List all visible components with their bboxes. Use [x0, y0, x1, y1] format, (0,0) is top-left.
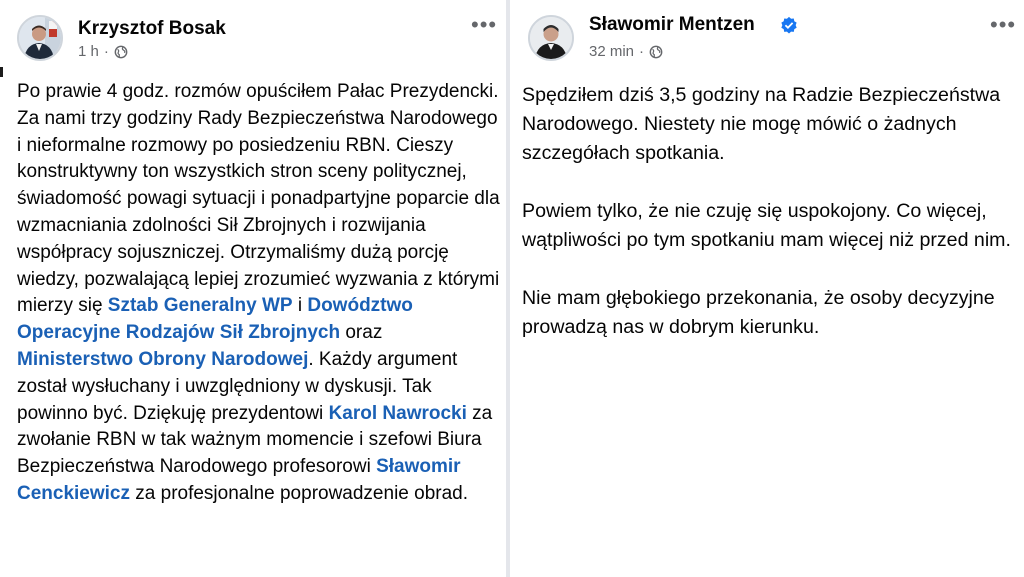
text-segment: i	[292, 295, 308, 317]
more-options-icon[interactable]: •••	[471, 12, 498, 37]
post-time[interactable]: 32 min	[589, 43, 635, 60]
post-paragraph: Powiem tylko, że nie czuję się uspokojony. Co więcej, wątpliwości po tym spotkaniu mam więcej niż przed nim.	[522, 200, 1011, 251]
post-time[interactable]: 1 h	[78, 43, 99, 60]
post-text	[522, 81, 1022, 371]
text-segment: Po prawie 4 godz. rozmów opuściłem Pałac Prezydencki. Za nami trzy godziny Rady Bezpieczeństwa Narodowego i nieformalne rozmowy po posiedzeniu RBN. Cieszy konstruktywny ton wszystkich stron sceny politycznej, świadomość powagi sytuacji i ponadpartyjne poparcie dla wzmacniania zdolności Sił Zbrojnych i rozwijania współpracy sojuszniczej. Otrzymaliśmy dużą porcję wiedzy, pozwalającą lepiej zrozumieć wyzwania z którymi mierzy się	[17, 81, 500, 317]
avatar[interactable]	[528, 15, 574, 61]
tag-link[interactable]: Ministerstwo Obrony Narodowej	[17, 348, 309, 370]
tag-link[interactable]: Karol Nawrocki	[328, 402, 467, 424]
tag-link[interactable]: Sławomir Cenckiewicz	[17, 456, 461, 504]
text-segment: . Każdy argument został wysłuchany i uwzględniony w dyskusji. Tak powinno być. Dziękuję prezydentowi	[17, 348, 458, 424]
verified-icon	[780, 16, 798, 34]
post-meta	[589, 43, 663, 60]
post-text	[17, 79, 502, 508]
text-segment: za profesjonalne poprowadzenie obrad.	[130, 482, 469, 504]
more-options-icon[interactable]: •••	[990, 12, 1017, 37]
post-meta	[78, 43, 128, 60]
post-krzysztof-bosak	[0, 0, 506, 577]
avatar[interactable]	[17, 15, 63, 61]
post-paragraph: Spędziłem dziś 3,5 godziny na Radzie Bezpieczeństwa Narodowego. Niestety nie mogę mówić o żadnych szczegółach spotkania.	[522, 84, 1001, 164]
text-segment: za zwołanie RBN w tak ważnym momencie i szefowi Biura Bezpieczeństwa Narodowego profesorowi	[17, 402, 493, 478]
tag-link[interactable]: Sztab Generalny WP	[107, 295, 293, 317]
post-paragraph: Nie mam głębokiego przekonania, że osoby decyzyjne prowadzą nas w dobrym kierunku.	[522, 287, 995, 338]
author-name[interactable]: Krzysztof Bosak	[78, 18, 226, 39]
globe-icon	[114, 45, 128, 59]
tag-link[interactable]: Dowództwo Operacyjne Rodzajów Sił Zbrojnych	[17, 295, 413, 344]
meta-separator: ·	[103, 43, 109, 60]
text-segment: oraz	[340, 322, 383, 344]
globe-icon	[649, 45, 663, 59]
meta-separator: ·	[639, 43, 645, 60]
author-name[interactable]: Sławomir Mentzen	[589, 14, 755, 35]
